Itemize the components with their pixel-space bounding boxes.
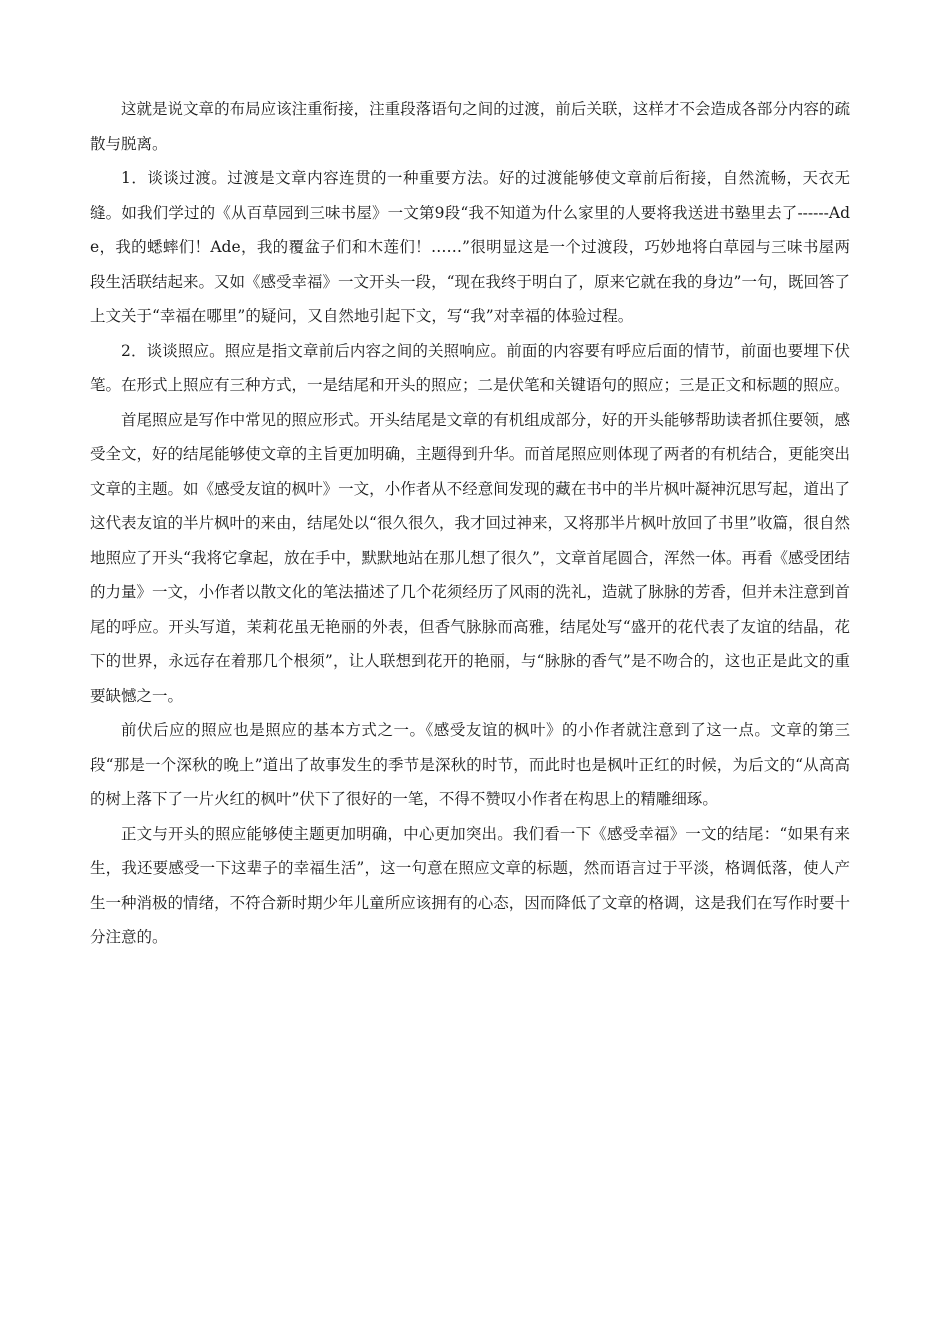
document-body (90, 92, 850, 955)
paragraph-layout-intro: 这就是说文章的布局应该注重衔接，注重段落语句之间的过渡，前后关联，这样才不会造成各部分内容的疏散与脱离。 (90, 100, 850, 153)
paragraph-foreshadow-echo: 前伏后应的照应也是照应的基本方式之一。《感受友谊的枫叶》的小作者就注意到了这一点。文章的第三段“那是一个深秋的晚上”道出了故事发生的季节是深秋的时节，而此时也是枫叶正红的时候，为后文的“从高高的树上落下了一片火红的枫叶”伏下了很好的一笔，不得不赞叹小作者在构思上的精雕细琢。 (90, 721, 850, 808)
paragraph-body-title-echo: 正文与开头的照应能够使主题更加明确，中心更加突出。我们看一下《感受幸福》一文的结尾：“如果有来生，我还要感受一下这辈子的幸福生活”，这一句意在照应文章的标题，然而语言过于平淡，格调低落，使人产生一种消极的情绪，不符合新时期少年儿童所应该拥有的心态，因而降低了文章的格调，这是我们在写作时要十分注意的。 (90, 824, 850, 946)
paragraph-echo: 2．谈谈照应。照应是指文章前后内容之间的关照响应。前面的内容要有呼应后面的情节，前面也要埋下伏笔。在形式上照应有三种方式，一是结尾和开头的照应；二是伏笔和关键语句的照应；三是正文和标题的照应。 (90, 341, 850, 394)
paragraph-head-tail-echo: 首尾照应是写作中常见的照应形式。开头结尾是文章的有机组成部分，好的开头能够帮助读者抓住要领，感受全文，好的结尾能够使文章的主旨更加明确，主题得到升华。而首尾照应则体现了两者的有机结合，更能突出文章的主题。如《感受友谊的枫叶》一文，小作者从不经意间发现的藏在书中的半片枫叶凝神沉思写起，道出了这代表友谊的半片枫叶的来由，结尾处以“很久很久，我才回过神来，又将那半片枫叶放回了书里”收篇，很自然地照应了开头“我将它拿起，放在手中，默默地站在那儿想了很久”，文章首尾圆合，浑然一体。再看《感受团结的力量》一文，小作者以散文化的笔法描述了几个花须经历了风雨的洗礼，造就了脉脉的芳香，但并未注意到首尾的呼应。开头写道，茉莉花虽无艳丽的外表，但香气脉脉而高雅，结尾处写“盛开的花代表了友谊的结晶，花下的世界，永远存在着那几个根须”，让人联想到花开的艳丽，与“脉脉的香气”是不吻合的，这也正是此文的重要缺憾之一。 (90, 410, 850, 705)
paragraph-transition: 1．谈谈过渡。过渡是文章内容连贯的一种重要方法。好的过渡能够使文章前后衔接，自然流畅，天衣无缝。如我们学过的《从百草园到三味书屋》一文第9段“我不知道为什么家里的人要将我送进书塾里去了------Ade，我的蟋蟀们！Ade，我的覆盆子们和木莲们！……”很明显这是一个过渡段，巧妙地将白草园与三味书屋两段生活联结起来。又如《感受幸福》一文开头一段，“现在我终于明白了，原来它就在我的身边”一句，既回答了上文关于“幸福在哪里”的疑问，又自然地引起下文，写“我”对幸福的体验过程。 (90, 169, 850, 325)
